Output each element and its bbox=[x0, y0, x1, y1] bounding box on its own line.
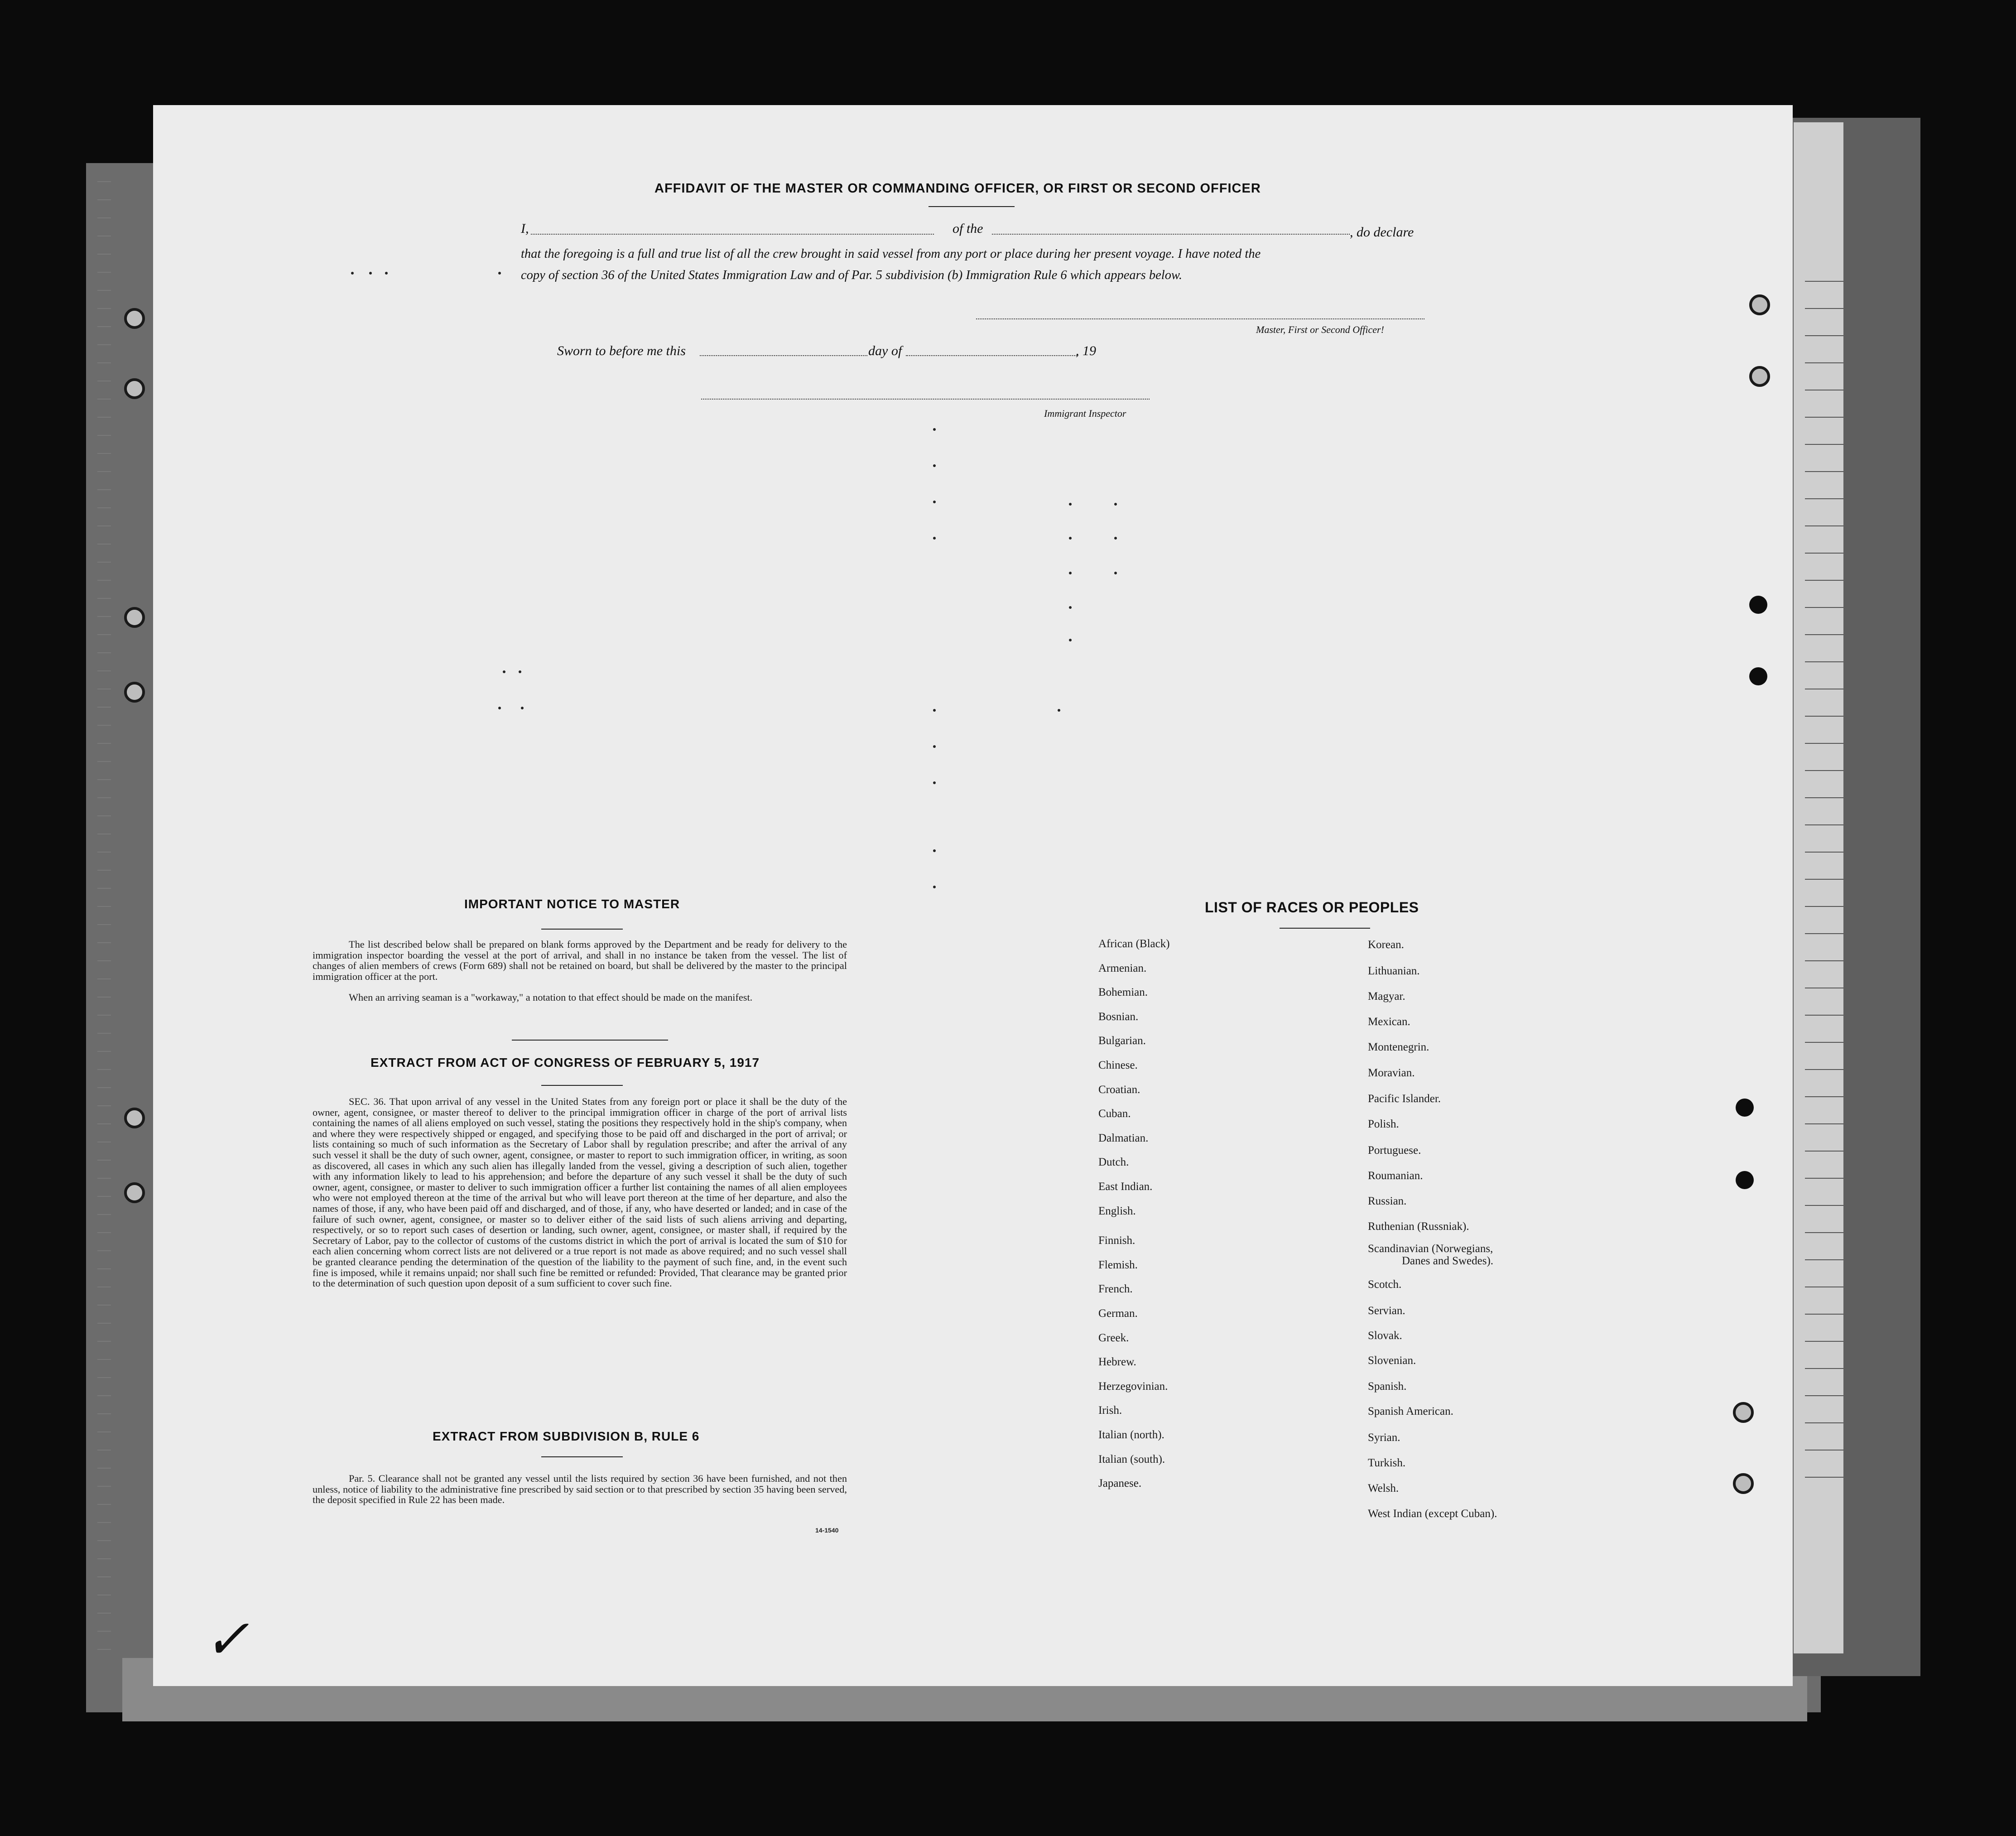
punch-hole bbox=[1733, 1473, 1754, 1494]
race-entry: Slovenian. bbox=[1368, 1354, 1416, 1367]
divider bbox=[541, 1085, 623, 1086]
inspector-signature-line[interactable] bbox=[701, 399, 1150, 400]
notice-title: IMPORTANT NOTICE TO MASTER bbox=[464, 897, 680, 911]
left-edge-ruling bbox=[97, 181, 111, 1653]
race-entry: East Indian. bbox=[1098, 1181, 1153, 1193]
race-entry: Dalmatian. bbox=[1098, 1132, 1149, 1144]
race-entry: Moravian. bbox=[1368, 1067, 1415, 1079]
sworn-text: Sworn to before me this bbox=[557, 343, 686, 358]
race-entry: Flemish. bbox=[1098, 1258, 1138, 1271]
form-number: 14-1540 bbox=[815, 1527, 839, 1534]
race-entry: Greek. bbox=[1098, 1331, 1129, 1344]
races-title: LIST OF RACES OR PEOPLES bbox=[1205, 899, 1419, 916]
officer-signature-line[interactable] bbox=[976, 318, 1424, 319]
name-blank[interactable] bbox=[531, 234, 934, 235]
punch-hole bbox=[1749, 366, 1770, 387]
race-entry: Bosnian. bbox=[1098, 1010, 1139, 1023]
extract-rule-text: Par. 5. Clearance shall not be granted any vessel until the lists required by section 36 have been furnished, and not then unless, notice of liability to the administrative fine prescribed by said section or to that prescribed by section 35 having been served, the deposit specified in Rule 22 has been made. bbox=[313, 1473, 847, 1506]
race-entry: Slovak. bbox=[1368, 1330, 1402, 1342]
inspector-label: Immigrant Inspector bbox=[1044, 408, 1126, 419]
day-of-text: day of bbox=[868, 343, 902, 358]
race-entry: English. bbox=[1098, 1205, 1136, 1217]
race-entry: Herzegovinian. bbox=[1098, 1380, 1168, 1393]
punch-hole bbox=[124, 1182, 145, 1203]
race-entry: Roumanian. bbox=[1368, 1170, 1423, 1182]
race-entry: Cuban. bbox=[1098, 1108, 1131, 1120]
race-entry: Spanish American. bbox=[1368, 1405, 1453, 1417]
race-entry: African (Black) bbox=[1098, 938, 1170, 950]
race-entry: Pacific Islander. bbox=[1368, 1093, 1441, 1105]
affidavit-line3: copy of section 36 of the United States Immigration Law and of Par. 5 subdivision (b) Immigration Rule 6 which appears below. bbox=[521, 268, 1182, 282]
affidavit-title: AFFIDAVIT OF THE MASTER OR COMMANDING OFFICER, OR FIRST OR SECOND OFFICER bbox=[654, 181, 1261, 196]
race-entry: Scotch. bbox=[1368, 1278, 1402, 1291]
race-entry: Scandinavian (Norwegians, bbox=[1368, 1243, 1493, 1255]
extract-act-title: EXTRACT FROM ACT OF CONGRESS OF FEBRUARY 5, 1917 bbox=[370, 1055, 760, 1070]
race-entry: Italian (south). bbox=[1098, 1453, 1165, 1465]
race-entry: Italian (north). bbox=[1098, 1429, 1164, 1441]
punch-hole bbox=[124, 1108, 145, 1128]
race-entry: Irish. bbox=[1098, 1404, 1122, 1417]
punch-hole bbox=[124, 378, 145, 399]
affidavit-declare: , do declare bbox=[1350, 225, 1414, 240]
race-entry: Armenian. bbox=[1098, 962, 1147, 974]
punch-hole bbox=[1749, 667, 1767, 685]
extract-act-text: SEC. 36. That upon arrival of any vessel in the United States from any foreign port or place it shall be the duty of the owner, agent, consignee, or master thereof to deliver to the principal immigration officer in charge of the port of arrival lists containing the names of all aliens employed on such vessel, stating the positions they respectively hold in the ship's company, when and where they were respectively shipped or engaged, and specifying those to be paid off and discharged in the port of arrival; or lists containing so much of such information as the Secretary of Labor shall by regulation prescribe; and after the arrival of any such vessel it shall be the duty of such owner, agent, consignee, or master to report to such immigration officer, in writing, as soon as discovered, all cases in which any such alien has illegally landed from the vessel, giving a description of such alien, together with any information likely to lead to his apprehension; and before the departure of any such vessel it shall be the duty of such owner, agent, consignee, or master to deliver to such immigration officer a further list containing the names of all alien employees who were not employed thereon at the time of the arrival but who will leave port thereon at the time of her departure, and also the names of those, if any, who have been paid off and discharged, and of those, if any, who have deserted or landed; and in case of the failure of such owner, agent, consignee, or master so to deliver either of the said lists of such aliens arriving and departing, respectively, or so to report such cases of desertion or landing, such owner, agent, consignee, or master shall, if required by the Secretary of Labor, pay to the collector of customs of the customs district in which the port of arrival is located the sum of $10 for each alien concerning whom correct lists are not delivered or a true report is not made as above required; and no such vessel shall be granted clearance pending the determination of the question of the liability to the payment of such fine, and, in the event such fine is imposed, while it remains unpaid; nor shall such fine be remitted or refunded: Provided, That clearance may be granted prior to the determination of such question upon deposit of a sum sufficient to cover such fine. bbox=[313, 1096, 847, 1289]
race-entry: Korean. bbox=[1368, 939, 1404, 951]
punch-hole bbox=[124, 607, 145, 628]
race-entry: Croatian. bbox=[1098, 1083, 1140, 1096]
divider bbox=[541, 929, 623, 930]
race-entry: Hebrew. bbox=[1098, 1356, 1136, 1369]
race-entry: Welsh. bbox=[1368, 1482, 1399, 1494]
race-entry: Finnish. bbox=[1098, 1234, 1136, 1247]
divider bbox=[1280, 928, 1370, 929]
divider bbox=[929, 206, 1015, 207]
race-entry: Dutch. bbox=[1098, 1156, 1129, 1169]
punch-hole bbox=[124, 682, 145, 703]
punch-hole bbox=[1749, 596, 1767, 614]
race-entry: Danes and Swedes). bbox=[1402, 1255, 1494, 1267]
punch-hole bbox=[124, 308, 145, 329]
punch-hole bbox=[1733, 1402, 1754, 1423]
race-entry: Spanish. bbox=[1368, 1380, 1407, 1393]
sworn-day-blank[interactable] bbox=[700, 355, 867, 356]
race-entry: Magyar. bbox=[1368, 990, 1405, 1002]
affidavit-i: I, bbox=[521, 221, 529, 236]
divider bbox=[512, 1040, 668, 1041]
race-entry: Chinese. bbox=[1098, 1059, 1138, 1071]
race-entry: Ruthenian (Russniak). bbox=[1368, 1220, 1469, 1233]
handwritten-mark: ✓ bbox=[204, 1610, 250, 1670]
race-entry: Servian. bbox=[1368, 1305, 1405, 1317]
divider bbox=[541, 1456, 623, 1457]
race-entry: Syrian. bbox=[1368, 1431, 1400, 1444]
extract-rule-title: EXTRACT FROM SUBDIVISION B, RULE 6 bbox=[433, 1429, 700, 1443]
affidavit-of-the: of the bbox=[953, 221, 983, 236]
race-entry: German. bbox=[1098, 1307, 1138, 1320]
notice-para1: The list described below shall be prepared on blank forms approved by the Department and be ready for delivery to the immigration inspector boarding the vessel at the port of arrival, and shall in no instance be taken from the vessel. The list of changes of alien members of crews (Form 689) shall not be retained on board, but shall be delivered by the master to the principal immigration officer at the port. bbox=[313, 939, 847, 982]
race-entry: Portuguese. bbox=[1368, 1144, 1421, 1157]
race-entry: Montenegrin. bbox=[1368, 1041, 1429, 1053]
punch-hole bbox=[1736, 1171, 1754, 1189]
form-page bbox=[153, 105, 1793, 1686]
race-entry: West Indian (except Cuban). bbox=[1368, 1508, 1497, 1520]
race-entry: Russian. bbox=[1368, 1195, 1407, 1207]
punch-hole bbox=[1749, 294, 1770, 315]
race-entry: French. bbox=[1098, 1283, 1133, 1296]
race-entry: Japanese. bbox=[1098, 1477, 1142, 1490]
race-entry: Mexican. bbox=[1368, 1016, 1410, 1028]
race-entry: Bohemian. bbox=[1098, 986, 1148, 999]
punch-hole bbox=[1736, 1099, 1754, 1117]
year-text: , 19 bbox=[1076, 343, 1096, 358]
back-page-strip bbox=[1794, 122, 1843, 1653]
notice-para2: When an arriving seaman is a "workaway," a notation to that effect should be made on the manifest. bbox=[349, 992, 753, 1003]
race-entry: Polish. bbox=[1368, 1118, 1399, 1130]
sworn-month-blank[interactable] bbox=[906, 355, 1078, 356]
vessel-blank[interactable] bbox=[992, 234, 1350, 235]
officer-label: Master, First or Second Officer! bbox=[1256, 324, 1384, 335]
race-entry: Turkish. bbox=[1368, 1457, 1406, 1469]
race-entry: Lithuanian. bbox=[1368, 965, 1420, 977]
affidavit-line2: that the foregoing is a full and true list of all the crew brought in said vessel from any port or place during her present voyage. I have noted the bbox=[521, 247, 1261, 261]
race-entry: Bulgarian. bbox=[1098, 1035, 1146, 1047]
